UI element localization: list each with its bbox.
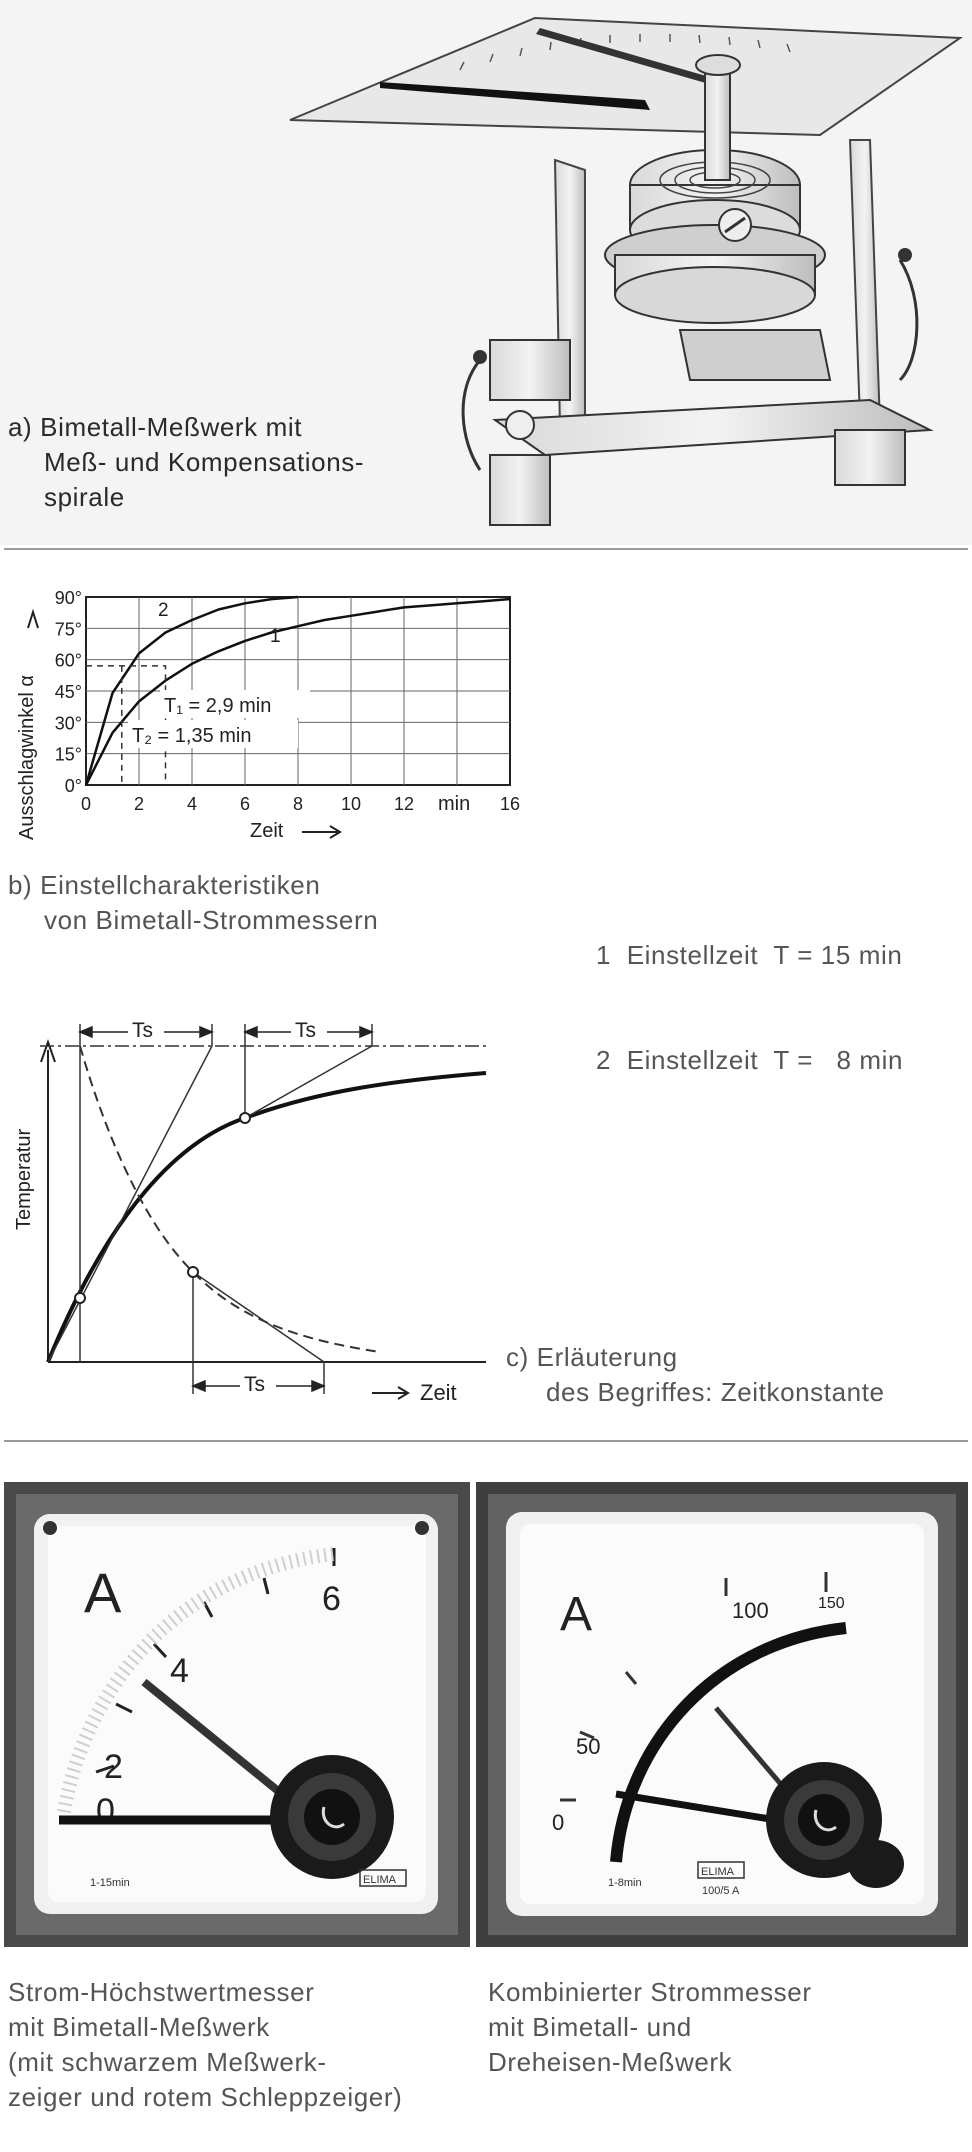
meter-left-scale-6: 6: [322, 1580, 341, 1618]
caption-a-line1: a) Bimetall-Meßwerk mit: [8, 412, 303, 442]
caption-c-line2: des Begriffes: Zeitkonstante: [546, 1377, 885, 1407]
curve-label-1: 1: [270, 626, 281, 647]
meter-left-unit: A: [84, 1561, 122, 1624]
meter-left-scale-4: 4: [170, 1652, 189, 1690]
t2-label: T₂ = 1,35 min: [132, 725, 252, 747]
ts-label-1: Ts: [132, 1019, 153, 1042]
curve-label-2: 2: [158, 600, 169, 621]
caption-b-line2: von Bimetall-Strommessern: [44, 905, 379, 935]
section-c: [0, 1000, 972, 1420]
y-tick-label: 60°: [54, 650, 82, 671]
caption-a-line3: spirale: [44, 482, 125, 512]
x-tick-label: 8: [292, 794, 304, 814]
meter-left-scale-2: 2: [104, 1748, 123, 1786]
caption-meter-left-line3: (mit schwarzem Meßwerk-: [8, 2047, 327, 2077]
caption-a-line2: Meß- und Kompensations-: [44, 447, 365, 477]
meter-left-brand: ELIMA: [363, 1874, 397, 1886]
meter-right-ratio: 100/5 A: [702, 1885, 740, 1897]
meter-right-illustration: [476, 1482, 968, 1947]
caption-meter-right-line2: mit Bimetall- und: [488, 2012, 692, 2042]
caption-meter-left-line1: Strom-Höchstwertmesser: [8, 1977, 315, 2007]
caption-c-line1: c) Erläuterung: [506, 1342, 678, 1372]
x-tick-label: 6: [239, 794, 251, 814]
meter-right-brand: ELIMA: [701, 1866, 735, 1878]
meter-right-scale-150: 150: [818, 1595, 845, 1612]
x-tick-label: 4: [186, 794, 198, 814]
caption-c: [506, 1340, 966, 1410]
y-tick-labels: [55, 588, 82, 796]
x-axis-label: Zeit: [250, 820, 284, 842]
y-tick-label: 45°: [54, 682, 82, 702]
x-tick-label: 0: [80, 794, 92, 814]
meter-left-scale-0: 0: [96, 1792, 115, 1830]
y-tick-label: 15°: [54, 744, 82, 765]
legend-item-2: 2 Einstellzeit T = 8 min: [596, 1045, 904, 1075]
y-tick-label: 90°: [54, 588, 82, 608]
caption-b-line1: b) Einstellcharakteristiken: [8, 870, 321, 900]
caption-meter-right: [488, 1975, 968, 2080]
y-axis-label: Ausschlagwinkel α: [16, 675, 38, 840]
y-tick-label: 0°: [64, 776, 82, 796]
x-tick-label: 16: [499, 794, 521, 814]
characteristic-chart: [0, 570, 560, 870]
x-tick-label: 10: [340, 794, 362, 814]
meter-right-scale-100: 100: [732, 1598, 769, 1623]
divider-2: [4, 1440, 968, 1442]
meter-right-unit: A: [560, 1588, 593, 1641]
caption-b: [8, 868, 488, 938]
section-a: [0, 0, 972, 545]
temp-y-axis-label: Temperatur: [13, 1128, 35, 1230]
caption-meter-right-line3: Dreheisen-Meßwerk: [488, 2047, 733, 2077]
divider-1: [4, 548, 968, 550]
caption-meter-right-line1: Kombinierter Strommesser: [488, 1977, 812, 2007]
meter-right: [476, 1482, 968, 1947]
y-axis-arrow: [28, 612, 38, 628]
caption-meter-left-line2: mit Bimetall-Meßwerk: [8, 2012, 270, 2042]
y-tick-label: 75°: [54, 619, 82, 640]
meter-left-fine-print: 1-15min: [90, 1877, 130, 1889]
meter-right-scale-0: 0: [552, 1810, 565, 1835]
ts-label-3: Ts: [244, 1373, 265, 1396]
caption-meter-left: [8, 1975, 488, 2115]
legend-item-1: 1 Einstellzeit T = 15 min: [596, 940, 903, 970]
caption-a: [8, 410, 428, 515]
y-tick-label: 30°: [54, 713, 82, 734]
heating-curve: [48, 1073, 486, 1362]
ts-label-2: Ts: [295, 1019, 316, 1042]
caption-meter-left-line4: zeiger und rotem Schleppzeiger): [8, 2082, 403, 2112]
x-tick-label: 2: [133, 794, 145, 814]
x-axis-arrow: [302, 826, 340, 838]
meter-left: [4, 1482, 470, 1947]
temp-x-axis-label: Zeit: [420, 1380, 457, 1405]
x-unit-label: min: [438, 793, 471, 815]
meter-right-fine-print: 1-8min: [608, 1877, 642, 1889]
meter-left-illustration: [4, 1482, 470, 1947]
t1-label: T₁ = 2,9 min: [164, 695, 272, 717]
meter-right-scale-50: 50: [576, 1734, 601, 1759]
x-tick-label: 12: [393, 794, 415, 814]
